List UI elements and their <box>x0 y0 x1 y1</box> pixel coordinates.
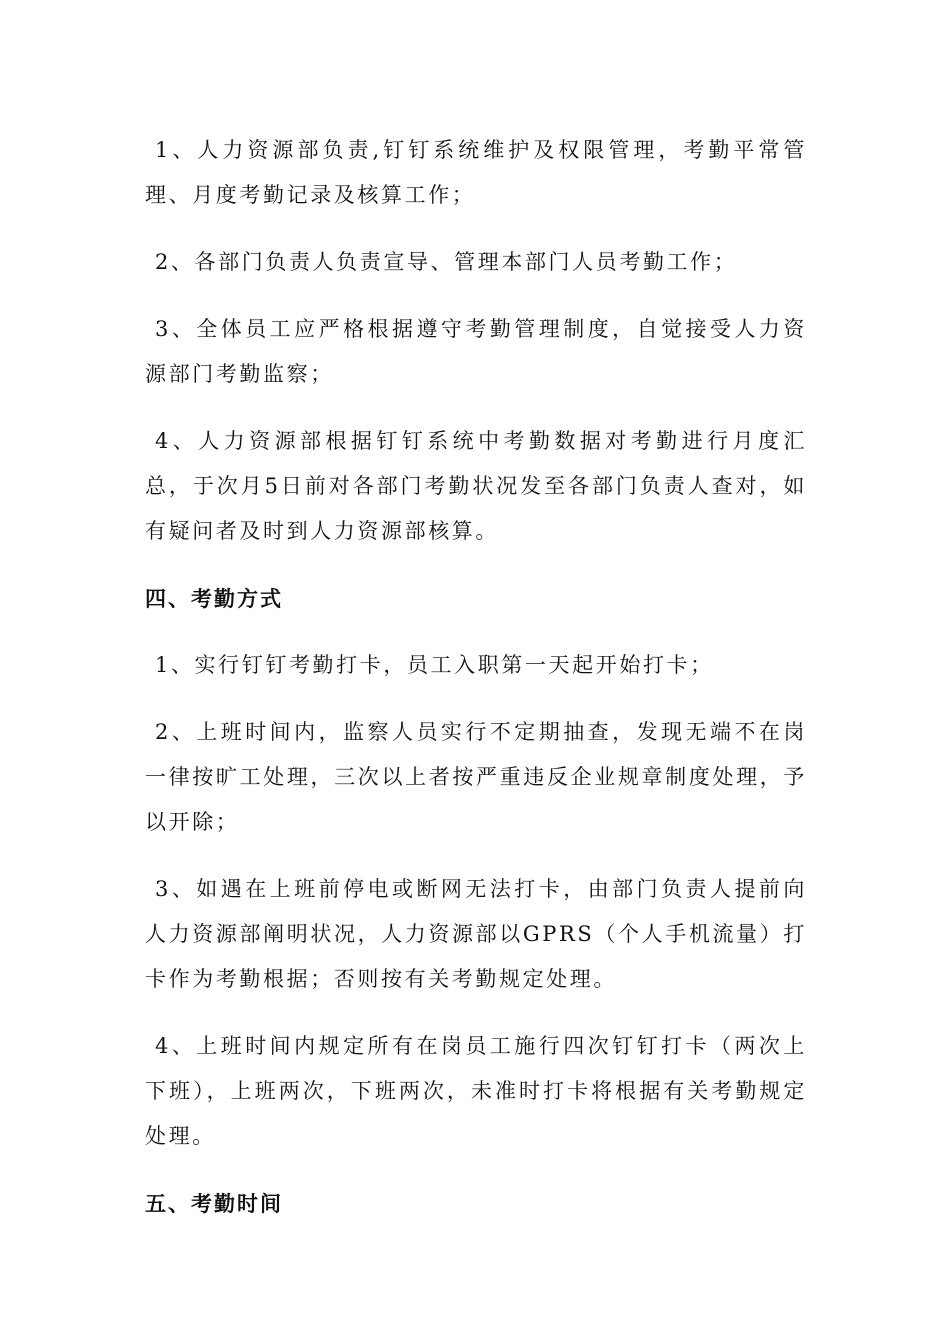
paragraph-method-4: 4、上班时间内规定所有在岗员工施行四次钉钉打卡（两次上下班），上班两次，下班两次，未准时打卡将根据有关考勤规定处理。 <box>145 1034 807 1148</box>
paragraph-method-2: 2、上班时间内，监察人员实行不定期抽查，发现无端不在岗一律按旷工处理，三次以上者按严重违反企业规章制度处理，予以开除； <box>145 720 807 834</box>
paragraph-responsibility-3: 3、全体员工应严格根据遵守考勤管理制度，自觉接受人力资源部门考勤监察； <box>145 317 807 386</box>
paragraph-responsibility-4: 4、人力资源部根据钉钉系统中考勤数据对考勤进行月度汇总，于次月5日前对各部门考勤状况发至各部门负责人查对，如有疑问者及时到人力资源部核算。 <box>145 429 807 543</box>
document-page <box>145 128 807 1248</box>
section-heading-attendance-method: 四、考勤方式 <box>145 586 283 611</box>
paragraph-responsibility-2: 2、各部门负责人负责宣导、管理本部门人员考勤工作； <box>155 250 738 274</box>
paragraph-responsibility-1: 1、人力资源部负责,钉钉系统维护及权限管理，考勤平常管理、月度考勤记录及核算工作； <box>145 138 807 207</box>
section-heading-attendance-time: 五、考勤时间 <box>145 1191 283 1216</box>
paragraph-method-3: 3、如遇在上班前停电或断网无法打卡，由部门负责人提前向人力资源部阐明状况，人力资源部以GPRS（个人手机流量）打卡作为考勤根据；否则按有关考勤规定处理。 <box>145 877 807 991</box>
paragraph-method-1: 1、实行钉钉考勤打卡，员工入职第一天起开始打卡； <box>155 653 714 677</box>
